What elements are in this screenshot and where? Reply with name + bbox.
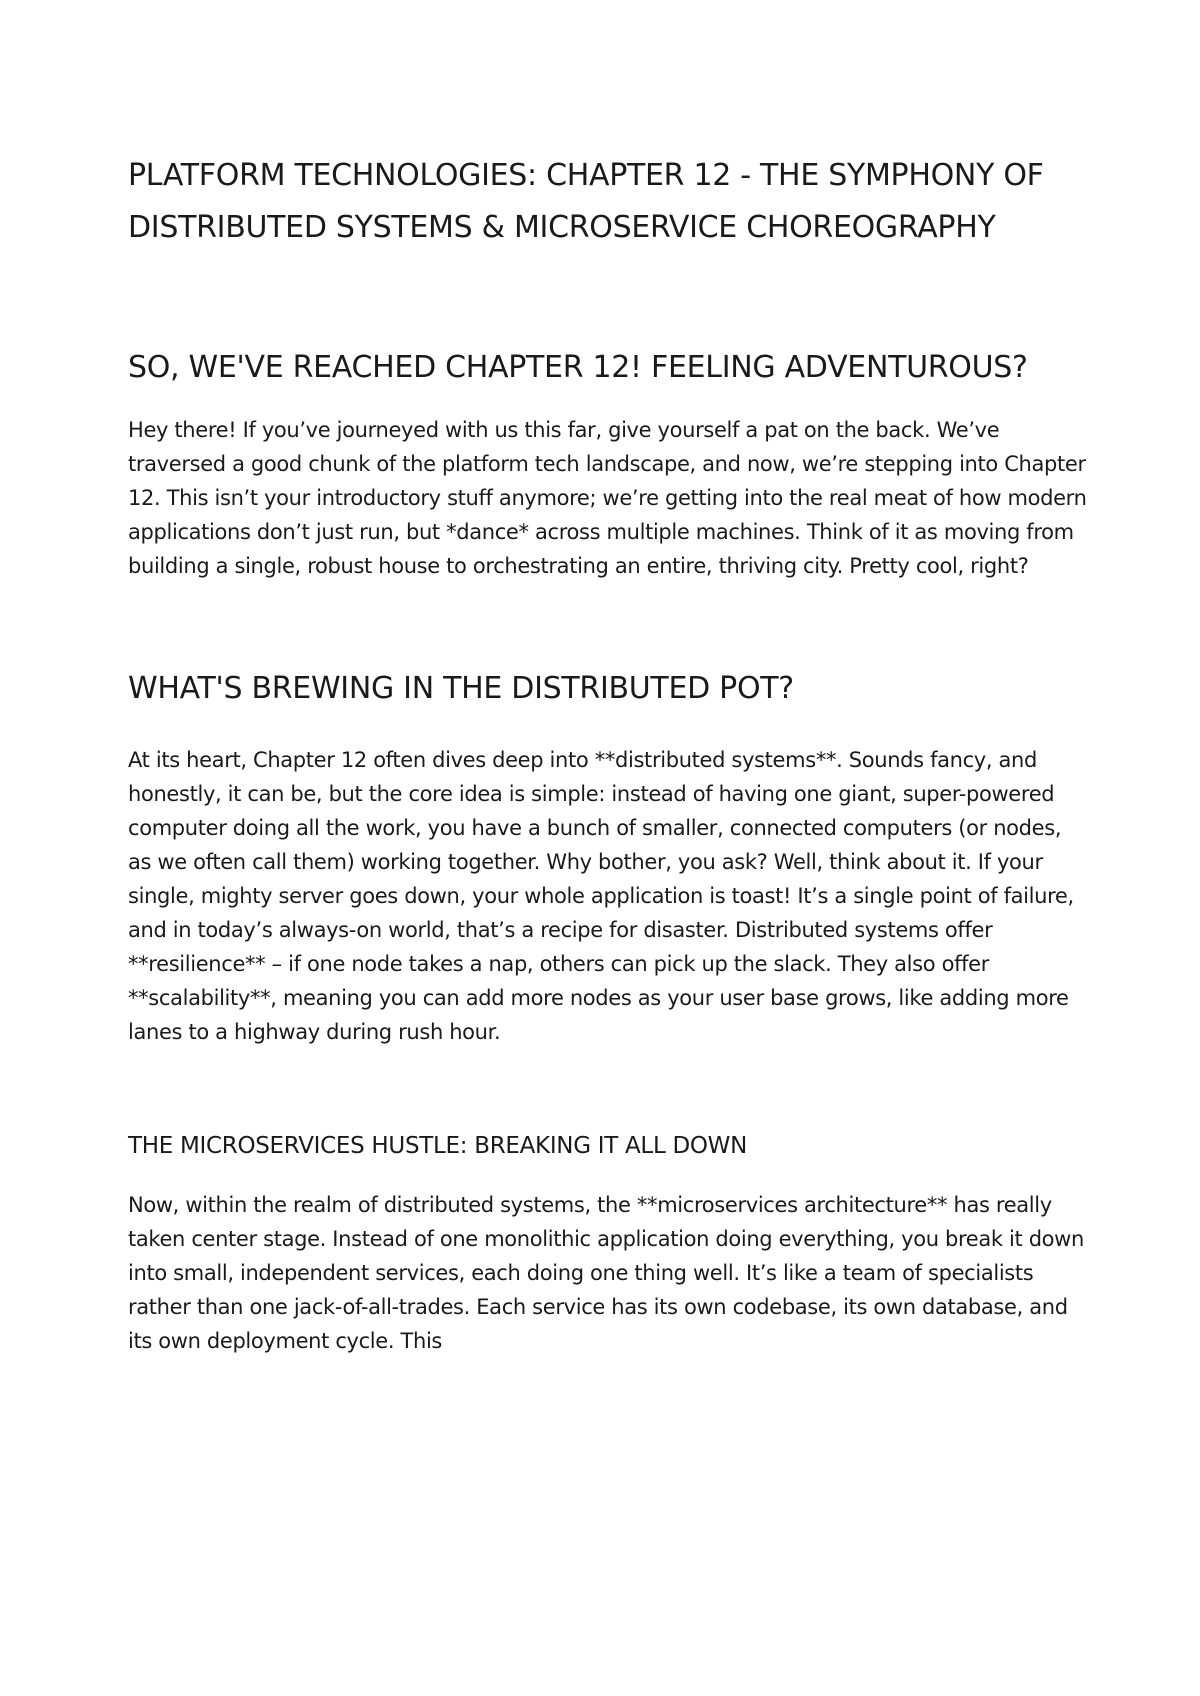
section-heading-distributed-pot: WHAT'S BREWING IN THE DISTRIBUTED POT?: [128, 671, 794, 706]
section-paragraph-distributed-systems: At its heart, Chapter 12 often dives deep into **distributed systems**. Sounds fancy, and honestly, it can be, but the core idea is simple: instead of having one giant, super-powered computer doing all the work, you have a bunch of smaller, connected computers (or nodes, as we often call them) working together. Why bother, you ask? Well, think about it. If your single, mighty server goes down, your whole application is toast! It’s a single point of failure, and in today’s always-on world, that’s a recipe for disaster. Distributed systems offer **resilience** – if one node takes a nap, others can pick up the slack. They also offer **scalability**, meaning you can add more nodes as your user base grows, like adding more lanes to a highway during rush hour.: [128, 748, 1074, 1044]
section-paragraph-microservices: Now, within the realm of distributed systems, the **microservices architecture** has really taken center stage. Instead of one monolithic application doing everything, you break it down into small, independent services, each doing one thing well. It’s like a team of specialists rather than one jack-of-all-trades. Each service has its own codebase, its own database, and its own deployment cycle. This: [128, 1193, 1084, 1353]
section-heading-chapter-12: SO, WE'VE REACHED CHAPTER 12! FEELING ADVENTUROUS?: [128, 350, 1028, 385]
document-title: PLATFORM TECHNOLOGIES: CHAPTER 12 - THE SYMPHONY OF DISTRIBUTED SYSTEMS & MICROSERVICE CHOREOGRAPHY: [128, 158, 1044, 245]
section-paragraph-intro: Hey there! If you’ve journeyed with us this far, give yourself a pat on the back. We’ve traversed a good chunk of the platform tech landscape, and now, we’re stepping into Chapter 12. This isn’t your introductory stuff anymore; we’re getting into the real meat of how modern applications don’t just run, but *dance* across multiple machines. Think of it as moving from building a single, robust house to orchestrating an entire, thriving city. Pretty cool, right?: [128, 418, 1087, 578]
section-heading-microservices: THE MICROSERVICES HUSTLE: BREAKING IT ALL DOWN: [128, 1133, 748, 1159]
document-page: [128, 150, 1088, 1358]
